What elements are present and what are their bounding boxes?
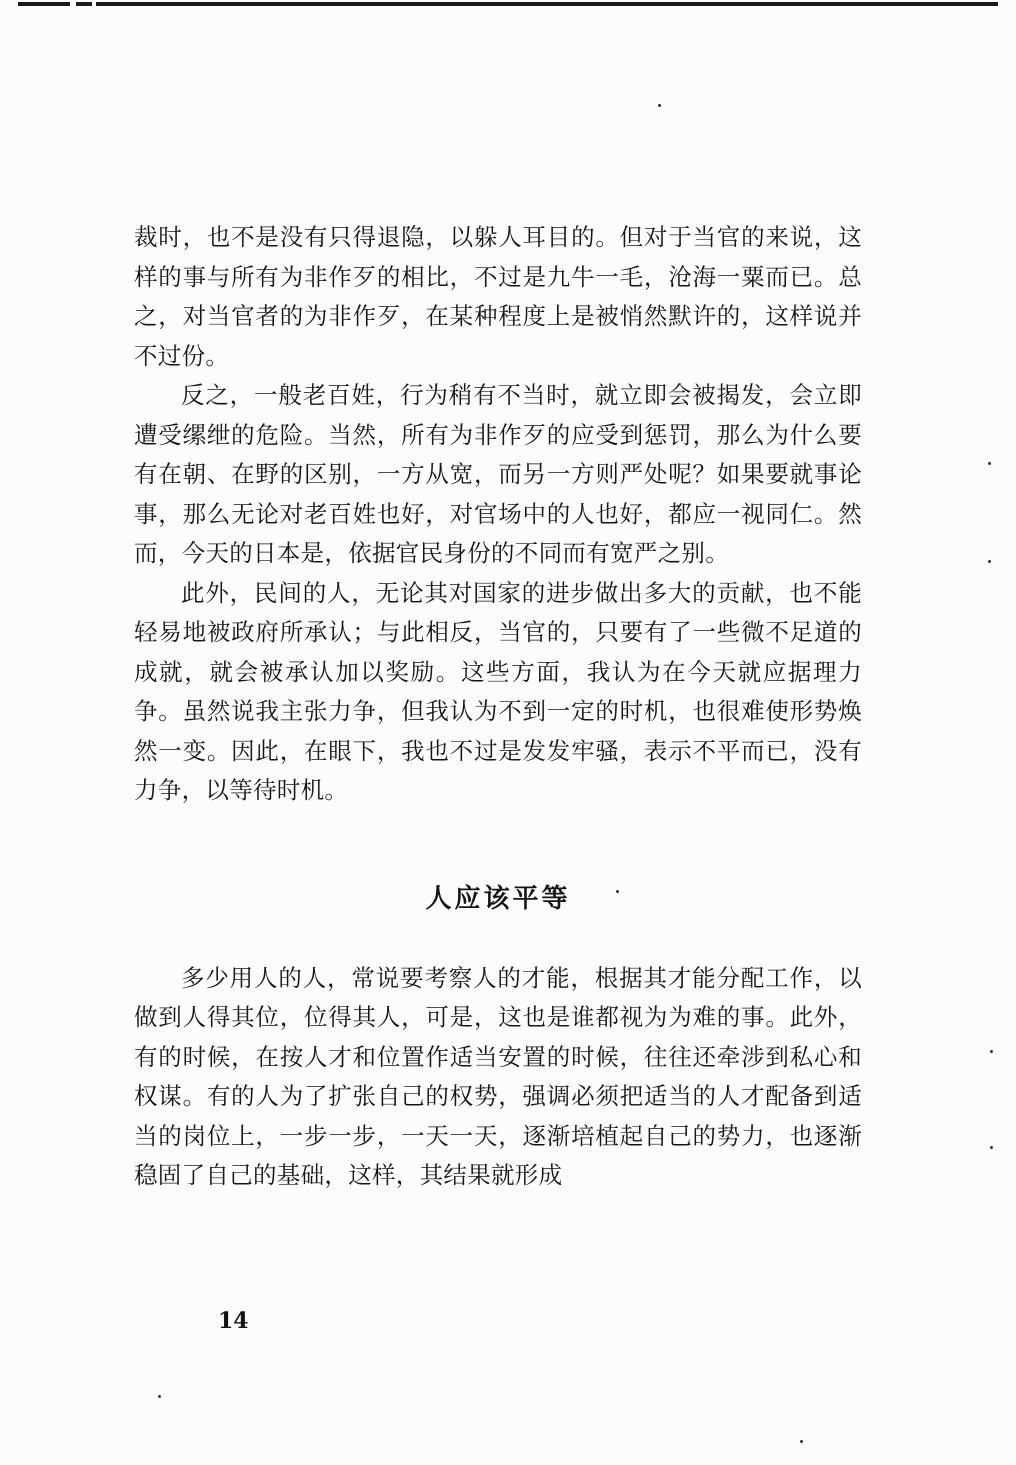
scan-speck <box>158 1395 161 1398</box>
section-paragraph: 多少用人的人，常说要考察人的才能，根据其才能分配工作，以做到人得其位，位得其人，可是，这也是谁都视为为难的事。此外，有的时候，在按人才和位置作适当安置的时候，往往还牵涉到私心和权谋。有的人为了扩张自己的权势，强调必须把适当的人才配备到适当的岗位上，一步一步，一天一天，逐渐培植起自己的势力，也逐渐稳固了自己的基础，这样，其结果就形成 <box>134 963 862 1189</box>
scan-speck <box>616 890 619 893</box>
scan-speck <box>988 560 991 563</box>
scan-speck <box>800 1440 803 1443</box>
paragraph: 此外，民间的人，无论其对国家的进步做出多大的贡献，也不能轻易地被政府所承认；与此相反，当官的，只要有了一些微不足道的成就，就会被承认加以奖励。这些方面，我认为在今天就应据理力争。虽然说我主张力争，但我认为不到一定的时机，也很难使形势焕然一变。因此，在眼下，我也不过是发发牢骚，表示不平而已，没有力争，以等待时机。 <box>134 578 862 804</box>
top-rule-gap <box>70 2 76 6</box>
paragraph-continued: 裁时，也不是没有只得退隐，以躲人耳目的。但对于当官的来说，这样的事与所有为非作歹的相比，不过是九牛一毛，沧海一粟而已。总之，对当官者的为非作歹，在某种程度上是被悄然默许的，这样说并不过份。 <box>134 223 862 370</box>
page-body <box>134 218 862 1196</box>
page-number: 14 <box>218 1308 249 1334</box>
top-rule <box>18 2 998 6</box>
scan-speck <box>990 1146 993 1149</box>
paragraph: 反之，一般老百姓，行为稍有不当时，就立即会被揭发，会立即遭受缧绁的危险。当然，所有为非作歹的应受到惩罚，那么为什么要有在朝、在野的区别，一方从宽，而另一方则严处呢？如果要就事论事，那么无论对老百姓也好，对官场中的人也好，都应一视同仁。然而，今天的日本是，依据官民身份的不同而有宽严之别。 <box>134 381 862 567</box>
section-title: 人应该平等 <box>425 883 571 914</box>
scan-speck <box>990 1050 993 1053</box>
scan-speck <box>988 462 991 465</box>
top-rule-gap <box>92 2 96 6</box>
scan-speck <box>658 104 661 107</box>
